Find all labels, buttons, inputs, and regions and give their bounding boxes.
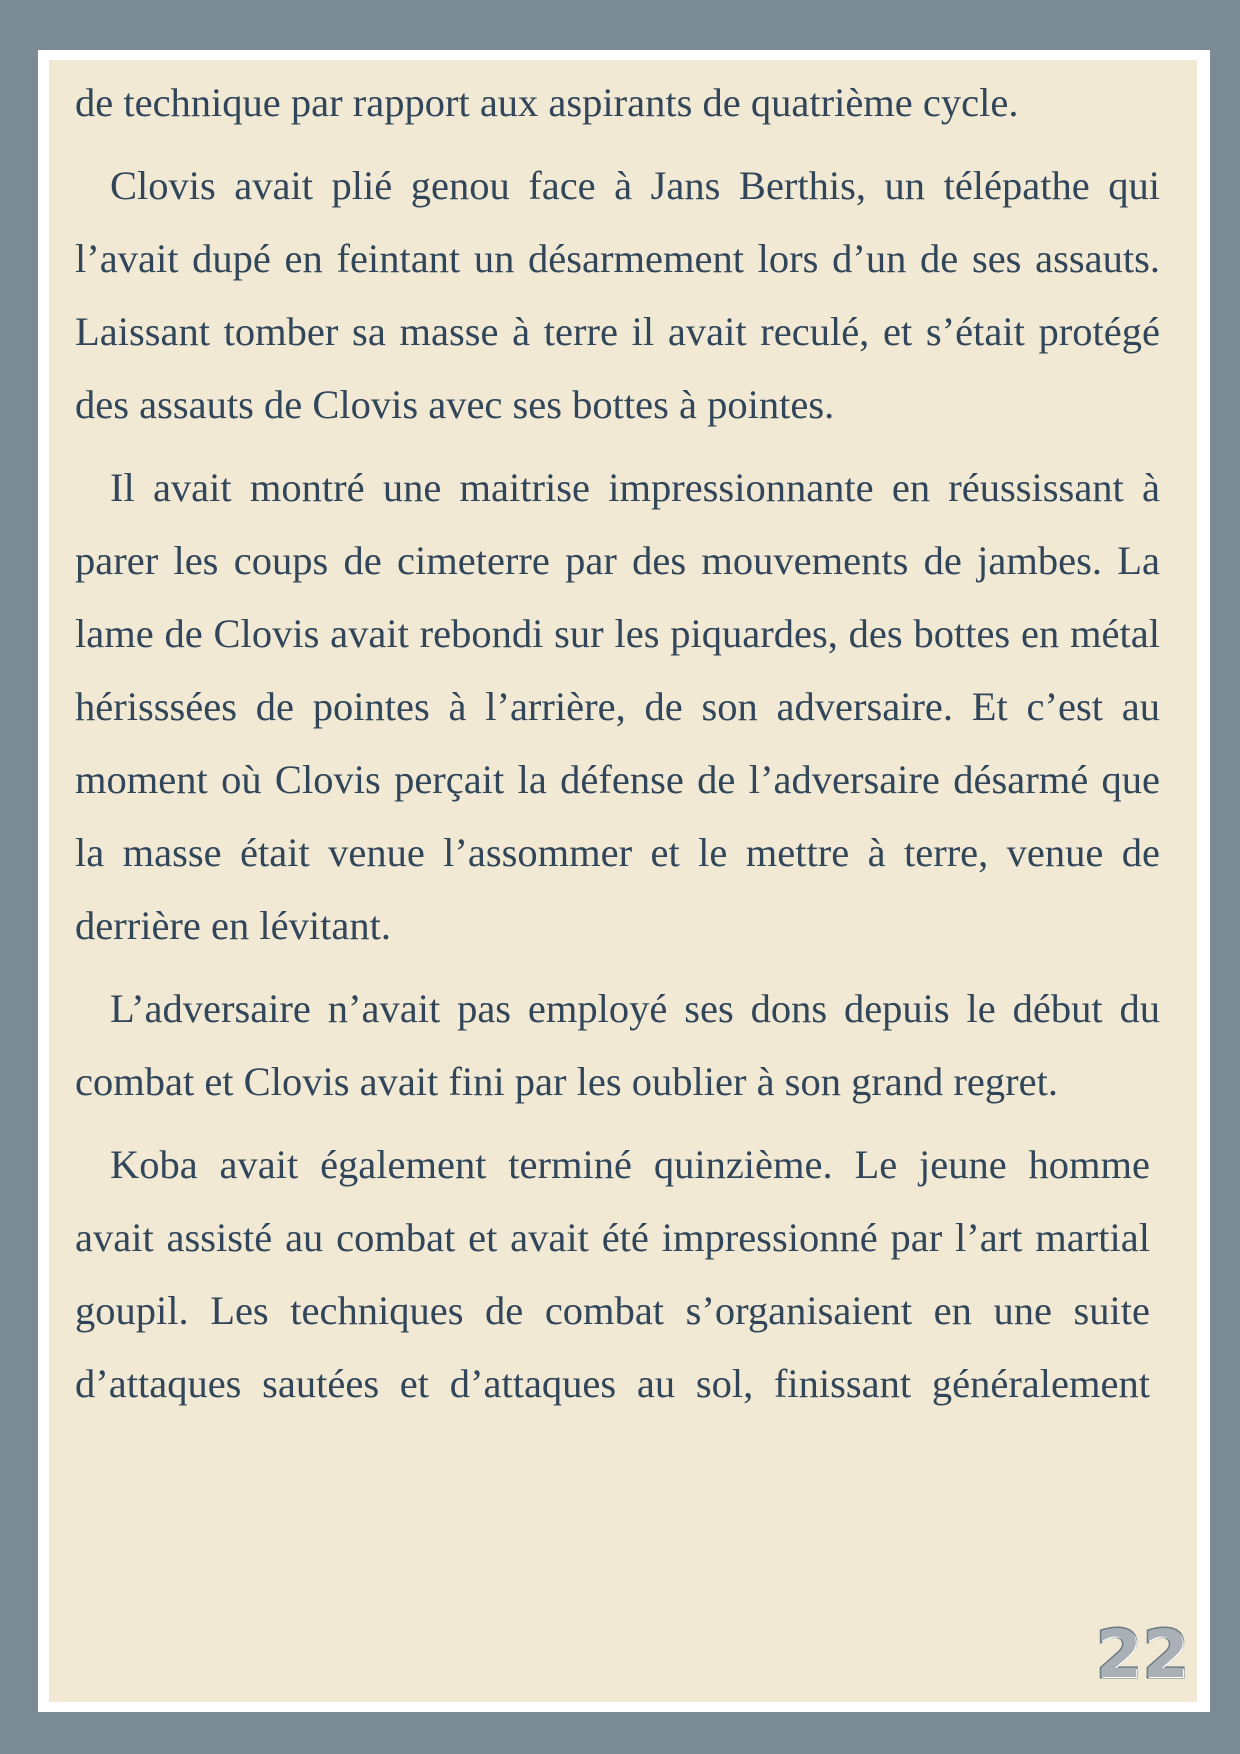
paragraph-1: de technique par rapport aux aspirants de quatrième cycle. — [75, 80, 1019, 125]
paragraph-3: Il avait montré une maitrise impressionnante en réussissant à parer les coups de cimeterre par des mouvements de jambes. La lame de Clovis avait rebondi sur les piquardes, des bottes en métal hérisssées de pointes à l’arrière, de son adversaire. Et c’est au moment où Clovis perçait la défense de l’adversaire désarmé que la masse était venue l’assommer et le mettre à terre, venue de derrière en lévitant. — [75, 465, 1160, 948]
page-number: 22 — [1096, 1616, 1190, 1693]
paragraph-5: Koba avait également terminé quinzième. Le jeune homme avait assisté au combat et avait été impressionné par l’art martial goupil. Les techniques de combat s’organisaient en une suite d’attaques sautées et d’attaques au sol, finissant généralement — [75, 1142, 1150, 1406]
paragraph-2: Clovis avait plié genou face à Jans Berthis, un télépathe qui l’avait dupé en feintant un désarmement lors d’un de ses assauts. Laissant tomber sa masse à terre il avait reculé, et s’était protégé des assauts de Clovis avec ses bottes à pointes. — [75, 163, 1160, 427]
body-text — [75, 66, 1160, 1430]
paragraph-4: L’adversaire n’avait pas employé ses dons depuis le début du combat et Clovis avait fini par les oublier à son grand regret. — [75, 986, 1160, 1104]
